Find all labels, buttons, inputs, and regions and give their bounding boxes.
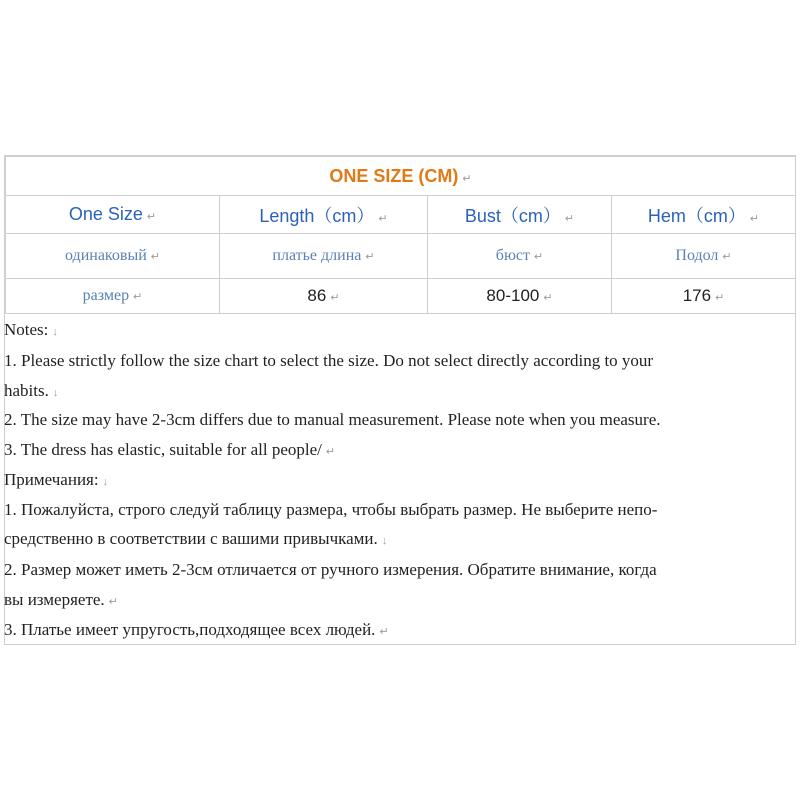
return-mark: ↵ [378, 212, 388, 225]
ru-header-one-size: одинаковый [65, 247, 147, 264]
notes-heading-line [4, 320, 58, 342]
return-mark: ↵ [379, 626, 389, 638]
note-ru-2b: вы измеряете. [4, 590, 105, 609]
note-line [4, 410, 661, 430]
table-title-row [6, 157, 796, 196]
russian-header-row [6, 234, 796, 279]
note-en-2: 2. The size may have 2-3cm differs due to manual measurement. Please note when you measure. [4, 410, 661, 429]
return-mark: ↵ [564, 212, 575, 225]
note-ru-2: 2. Размер может иметь 2-3см отличается от ручного измерения. Обратите внимание, когда [4, 560, 657, 579]
return-mark: ↵ [365, 251, 375, 263]
return-mark: ↵ [133, 291, 143, 303]
return-mark: ↵ [715, 292, 725, 304]
note-line [4, 381, 58, 403]
note-line [4, 620, 389, 642]
return-mark: ↵ [749, 212, 760, 225]
ru-header-hem: Подол [675, 247, 719, 264]
header-one-size: One Size [68, 204, 143, 224]
notes-ru-heading: Примечания: [4, 470, 99, 489]
ru-cell [220, 234, 428, 279]
note-line [4, 590, 118, 612]
header-cell [612, 196, 796, 234]
header-cell [6, 196, 220, 234]
return-mark: ↵ [108, 596, 118, 608]
header-cell [428, 196, 612, 234]
down-mark: ↓ [102, 476, 109, 488]
note-ru-3: 3. Платье имеет упругость,подходящее всех людей. [4, 620, 376, 639]
ru-cell [6, 234, 220, 279]
ru-header-bust: бюст [495, 247, 530, 264]
down-mark: ↓ [52, 387, 59, 399]
return-mark: ↵ [325, 446, 336, 458]
note-en-1: 1. Please strictly follow the size chart to select the size. Do not select directly according to your [4, 351, 654, 370]
ru-cell [612, 234, 796, 279]
table-title-cell [6, 157, 796, 196]
length-value: 86 [307, 286, 327, 305]
note-ru-1b: средственно в соответствии с вашими привычками. [4, 529, 378, 548]
header-bust: Bust（cm） [464, 205, 561, 226]
bust-value: 80-100 [486, 286, 540, 305]
value-cell [428, 279, 612, 314]
values-row [6, 279, 796, 314]
return-mark: ↵ [330, 292, 340, 304]
note-en-3: 3. The dress has elastic, suitable for all people/ [4, 440, 322, 459]
value-cell [220, 279, 428, 314]
ru-header-length: платье длина [272, 247, 362, 264]
size-table [5, 156, 796, 314]
header-hem: Hem（cm） [647, 205, 746, 226]
note-line [4, 440, 335, 462]
notes-heading: Notes: [4, 320, 49, 339]
value-cell [6, 279, 220, 314]
return-mark: ↵ [150, 251, 160, 263]
return-mark: ↵ [533, 251, 544, 263]
table-title: ONE SIZE (CM) [329, 165, 459, 186]
note-line [4, 470, 108, 492]
ru-cell [428, 234, 612, 279]
return-mark: ↵ [543, 292, 553, 304]
return-mark: ↵ [722, 251, 732, 263]
hem-value: 176 [682, 286, 712, 305]
note-line [4, 560, 657, 580]
note-line [4, 500, 657, 520]
value-cell [612, 279, 796, 314]
size-label: размер [82, 287, 130, 304]
return-mark: ↵ [146, 211, 157, 223]
header-cell [220, 196, 428, 234]
note-line [4, 529, 387, 551]
down-mark: ↓ [381, 535, 388, 547]
down-mark: ↓ [52, 326, 58, 338]
note-line [4, 351, 653, 371]
return-mark: ↵ [462, 172, 472, 185]
note-en-1b: habits. [4, 381, 49, 400]
header-row [6, 196, 796, 234]
header-length: Length（cm） [259, 205, 375, 226]
note-ru-1: 1. Пожалуйста, строго следуй таблицу размера, чтобы выбрать размер. Не выберите непо- [4, 500, 658, 519]
